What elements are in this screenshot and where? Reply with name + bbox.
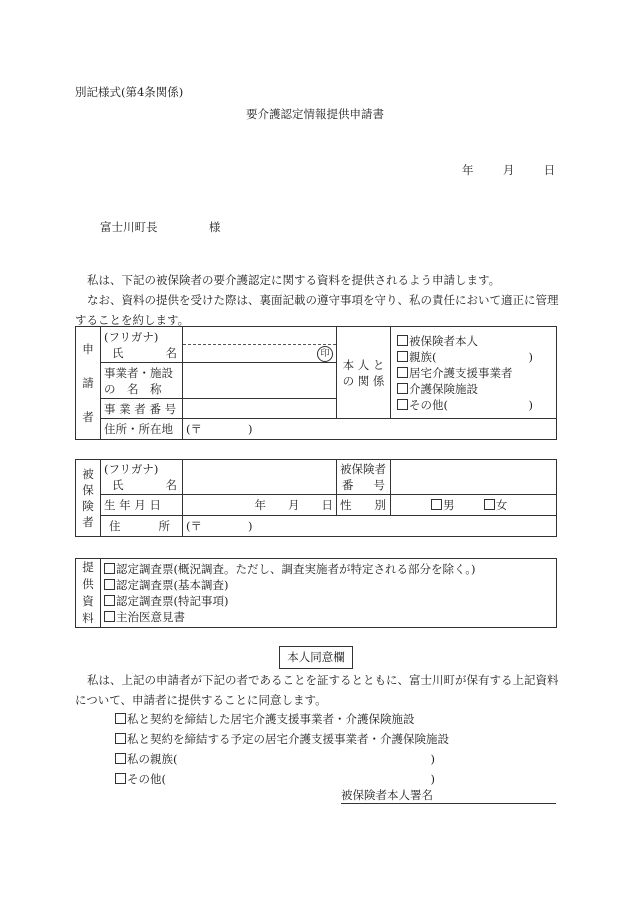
date-line <box>462 162 555 178</box>
insured-number-label: 被保険者 番 号 <box>337 460 391 495</box>
date-year: 年 <box>462 163 474 177</box>
checkbox[interactable] <box>104 579 115 590</box>
checkbox[interactable] <box>104 595 115 606</box>
gender-label: 性 別 <box>337 495 391 516</box>
consent-statement: 私は、上記の申請者が下記の者であることを証するとともに、富士川町が保有する上記資料について、申請者に提供することに同意します。 <box>75 673 559 707</box>
intro-paragraph-1: 私は、下記の被保険者の要介護認定に関する資料を提供されるよう申請します。 <box>87 273 501 287</box>
material-item[interactable]: 認定調査票(特記事項) <box>104 593 553 609</box>
checkbox[interactable] <box>104 563 115 574</box>
material-item[interactable]: 認定調査票(概況調査。ただし、調査実施者が特定される部分を除く。) <box>104 561 553 577</box>
applicant-side-label: 申 請 者 <box>76 327 101 440</box>
office-number-field[interactable] <box>183 399 337 419</box>
checkbox[interactable] <box>431 499 442 510</box>
checkbox[interactable] <box>397 399 408 410</box>
checkbox[interactable] <box>397 367 408 378</box>
signature-label: 被保険者本人署名 <box>341 788 433 802</box>
insured-address-label: 住 所 <box>101 516 183 537</box>
gender-male[interactable]: 男 <box>431 498 455 512</box>
signature-line[interactable] <box>341 787 556 804</box>
applicant-postal: (〒 ) <box>186 422 253 436</box>
relation-option-care-support[interactable]: 居宅介護支援事業者 <box>397 365 553 381</box>
consent-option-contracted[interactable]: 私と契約を締結した居宅介護支援事業者・介護保険施設 <box>115 709 449 729</box>
relation-option-relative[interactable]: 親族( ) <box>397 349 553 365</box>
addressee-line <box>100 219 220 235</box>
relation-options <box>391 327 557 419</box>
insured-number-field[interactable] <box>391 460 557 495</box>
relation-option-facility[interactable]: 介護保険施設 <box>397 381 553 397</box>
checkbox[interactable] <box>397 383 408 394</box>
consent-option-other[interactable]: その他( ) <box>115 769 449 789</box>
relation-option-other[interactable]: その他( ) <box>397 397 553 413</box>
birth-date-label: 生 年 月 日 <box>101 495 183 516</box>
materials-side-label: 提 供 資 料 <box>76 559 101 628</box>
addressee: 富士川町長 <box>100 220 158 234</box>
consent-options <box>115 709 449 789</box>
consent-option-planned[interactable]: 私と契約を締結する予定の居宅介護支援事業者・介護保険施設 <box>115 729 449 749</box>
applicant-address-label: 住所・所在地 <box>101 419 183 440</box>
consent-heading: 本人同意欄 <box>279 646 353 669</box>
office-name-label: 事業者・施設 の 名 称 <box>101 363 183 399</box>
material-item[interactable]: 主治医意見書 <box>104 609 553 625</box>
insured-name-label: (フリガナ) 氏 名 <box>101 460 183 495</box>
insured-postal: (〒 ) <box>186 519 253 533</box>
applicant-address-field[interactable] <box>183 419 557 440</box>
applicant-name-field[interactable] <box>183 327 337 363</box>
checkbox[interactable] <box>115 713 126 724</box>
relation-option-insured[interactable]: 被保険者本人 <box>397 333 553 349</box>
checkbox[interactable] <box>397 351 408 362</box>
materials-table <box>75 558 557 628</box>
checkbox[interactable] <box>115 733 126 744</box>
office-name-field[interactable] <box>183 363 337 399</box>
furigana-label: (フリガナ) <box>104 329 159 344</box>
form-reference: 別記様式(第4条関係) <box>75 85 184 99</box>
office-number-label: 事 業 者 番 号 <box>101 399 183 419</box>
material-item[interactable]: 認定調査票(基本調査) <box>104 577 553 593</box>
checkbox[interactable] <box>397 335 408 346</box>
honorific: 様 <box>208 220 221 234</box>
date-day: 日 <box>543 163 556 177</box>
insured-side-label: 被 保 険 者 <box>76 460 101 537</box>
birth-date-field[interactable]: 年 月 日 <box>183 495 337 516</box>
insured-address-field[interactable] <box>183 516 557 537</box>
checkbox[interactable] <box>484 499 495 510</box>
insured-table <box>75 459 557 537</box>
relation-label: 本 人 と の 関 係 <box>337 327 391 419</box>
applicant-name-label: (フリガナ) 氏 名 <box>101 327 183 363</box>
checkbox[interactable] <box>104 611 115 622</box>
consent-option-relative[interactable]: 私の親族( ) <box>115 749 449 769</box>
seal-mark: 印 <box>317 346 333 362</box>
gender-female[interactable]: 女 <box>484 498 508 512</box>
checkbox[interactable] <box>115 773 126 784</box>
insured-name-field[interactable] <box>183 460 337 495</box>
intro-paragraph-2: なお、資料の提供を受けた際は、裏面記載の遵守事項を守り、私の責任において適正に管理することを約します。 <box>75 293 559 327</box>
applicant-table <box>75 326 557 440</box>
checkbox[interactable] <box>115 753 126 764</box>
date-month: 月 <box>502 163 515 177</box>
document-title: 要介護認定情報提供申請書 <box>246 107 384 121</box>
materials-list <box>101 559 557 628</box>
gender-field <box>391 495 557 516</box>
